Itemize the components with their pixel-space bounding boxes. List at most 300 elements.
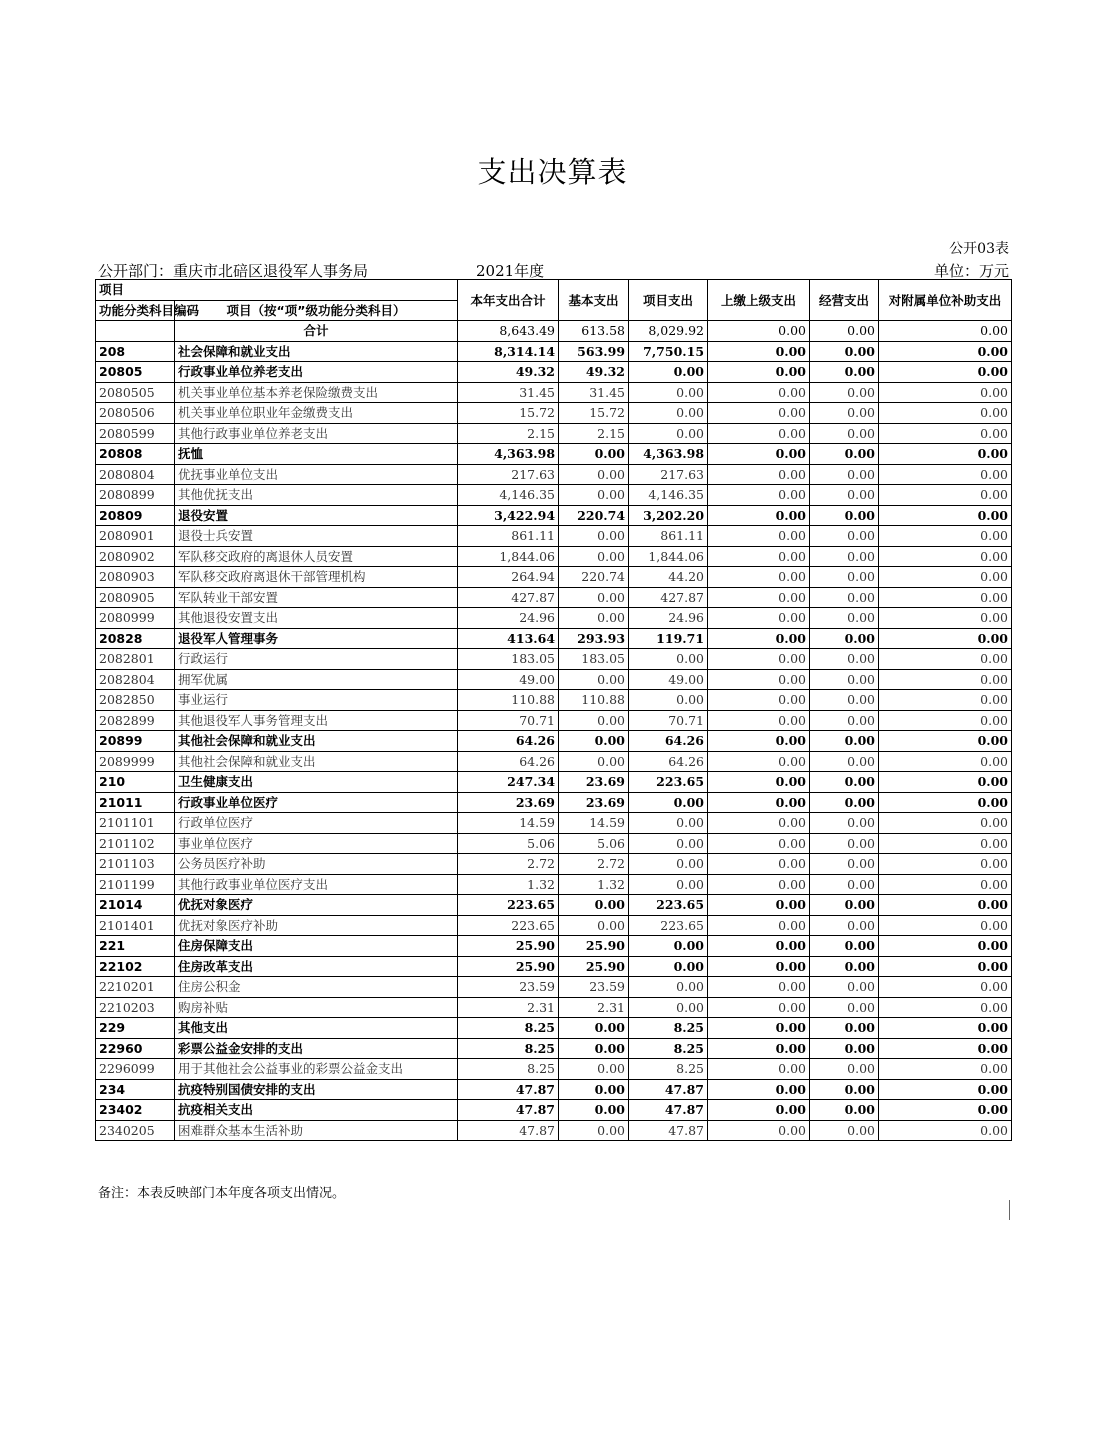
cell-basic: 0.00: [559, 1059, 629, 1080]
department-label: 公开部门：重庆市北碚区退役军人事务局: [98, 262, 369, 280]
cell-upper: 0.00: [708, 526, 810, 547]
cell-name: 事业运行: [175, 690, 458, 711]
cell-subsidiary: 0.00: [879, 526, 1012, 547]
cell-basic: 15.72: [559, 403, 629, 424]
cell-basic: 23.59: [559, 977, 629, 998]
cell-subsidiary: 0.00: [879, 464, 1012, 485]
cell-upper: 0.00: [708, 587, 810, 608]
cell-business: 0.00: [810, 382, 879, 403]
cell-subsidiary: 0.00: [879, 772, 1012, 793]
cell-project-exp: 3,202.20: [629, 505, 708, 526]
cell-name: 其他退役安置支出: [175, 608, 458, 629]
cell-code: 221: [96, 936, 175, 957]
cell-total: 5.06: [458, 833, 559, 854]
cell-code: 229: [96, 1018, 175, 1039]
cell-upper: 0.00: [708, 1018, 810, 1039]
cell-upper: 0.00: [708, 608, 810, 629]
cell-project-exp: 44.20: [629, 567, 708, 588]
cell-upper: 0.00: [708, 977, 810, 998]
cell-project-exp: 64.26: [629, 731, 708, 752]
cell-subsidiary: 0.00: [879, 567, 1012, 588]
cell-business: 0.00: [810, 1018, 879, 1039]
cell-subsidiary: 0.00: [879, 977, 1012, 998]
cell-project-exp: 8.25: [629, 1059, 708, 1080]
page-title: 支出决算表: [477, 155, 628, 189]
cell-name: 困难群众基本生活补助: [175, 1120, 458, 1141]
cell-project-exp: 119.71: [629, 628, 708, 649]
cell-name: 军队移交政府的离退休人员安置: [175, 546, 458, 567]
cell-business: 0.00: [810, 321, 879, 342]
table-row: [96, 526, 1012, 547]
cell-subsidiary: 0.00: [879, 936, 1012, 957]
cell-upper: 0.00: [708, 813, 810, 834]
cell-project-exp: 0.00: [629, 874, 708, 895]
cell-total: 47.87: [458, 1120, 559, 1141]
cell-business: 0.00: [810, 813, 879, 834]
cell-code: 2080999: [96, 608, 175, 629]
cell-upper: 0.00: [708, 423, 810, 444]
cell-business: 0.00: [810, 833, 879, 854]
cell-subsidiary: 0.00: [879, 710, 1012, 731]
cell-project-exp: 427.87: [629, 587, 708, 608]
cell-total: 2.72: [458, 854, 559, 875]
cell-code: 2080599: [96, 423, 175, 444]
cell-upper: 0.00: [708, 772, 810, 793]
table-row: [96, 690, 1012, 711]
cell-subsidiary: 0.00: [879, 997, 1012, 1018]
cell-upper: 0.00: [708, 874, 810, 895]
cell-subsidiary: 0.00: [879, 362, 1012, 383]
cell-name: 优抚对象医疗补助: [175, 915, 458, 936]
cell-basic: 0.00: [559, 731, 629, 752]
cell-upper: 0.00: [708, 1038, 810, 1059]
header-upper: 上缴上级支出: [708, 280, 810, 321]
cell-code: 21014: [96, 895, 175, 916]
table-row: [96, 362, 1012, 383]
cell-name: 其他行政事业单位医疗支出: [175, 874, 458, 895]
cell-business: 0.00: [810, 444, 879, 465]
cell-upper: 0.00: [708, 792, 810, 813]
table-row: [96, 997, 1012, 1018]
cell-upper: 0.00: [708, 895, 810, 916]
cell-project-exp: 223.65: [629, 915, 708, 936]
cell-subsidiary: 0.00: [879, 1100, 1012, 1121]
cell-total: 31.45: [458, 382, 559, 403]
cell-basic: 0.00: [559, 1120, 629, 1141]
cell-basic: 0.00: [559, 1100, 629, 1121]
cell-basic: 0.00: [559, 1018, 629, 1039]
cell-basic: 110.88: [559, 690, 629, 711]
cell-business: 0.00: [810, 915, 879, 936]
cell-upper: 0.00: [708, 997, 810, 1018]
cell-upper: 0.00: [708, 362, 810, 383]
cell-subsidiary: 0.00: [879, 813, 1012, 834]
cell-business: 0.00: [810, 628, 879, 649]
table-row: [96, 1079, 1012, 1100]
cell-code: 2080899: [96, 485, 175, 506]
cell-upper: 0.00: [708, 1100, 810, 1121]
cell-total: 8.25: [458, 1059, 559, 1080]
cell-name: 公务员医疗补助: [175, 854, 458, 875]
cell-total: 23.69: [458, 792, 559, 813]
footnote: 备注：本表反映部门本年度各项支出情况。: [98, 1186, 346, 1201]
cell-basic: 23.69: [559, 792, 629, 813]
cell-upper: 0.00: [708, 444, 810, 465]
cell-business: 0.00: [810, 403, 879, 424]
cell-business: 0.00: [810, 792, 879, 813]
header-business: 经营支出: [810, 280, 879, 321]
cell-basic: 563.99: [559, 341, 629, 362]
cell-upper: 0.00: [708, 567, 810, 588]
cell-business: 0.00: [810, 546, 879, 567]
cell-subsidiary: 0.00: [879, 1079, 1012, 1100]
cell-code: 2296099: [96, 1059, 175, 1080]
table-row: [96, 956, 1012, 977]
cell-basic: 220.74: [559, 505, 629, 526]
cell-subsidiary: 0.00: [879, 669, 1012, 690]
cell-total: 14.59: [458, 813, 559, 834]
cell-subsidiary: 0.00: [879, 690, 1012, 711]
cell-total: 47.87: [458, 1079, 559, 1100]
cell-name: 军队转业干部安置: [175, 587, 458, 608]
cell-name: 事业单位医疗: [175, 833, 458, 854]
cell-name: 优抚对象医疗: [175, 895, 458, 916]
cell-total: 4,363.98: [458, 444, 559, 465]
cell-project-exp: 223.65: [629, 895, 708, 916]
cell-code: 234: [96, 1079, 175, 1100]
cell-name: 军队移交政府离退休干部管理机构: [175, 567, 458, 588]
table-row: [96, 403, 1012, 424]
cell-code: 2210203: [96, 997, 175, 1018]
cell-business: 0.00: [810, 505, 879, 526]
cell-name: 卫生健康支出: [175, 772, 458, 793]
table-row: [96, 1059, 1012, 1080]
cell-basic: 2.15: [559, 423, 629, 444]
cell-business: 0.00: [810, 608, 879, 629]
cell-business: 0.00: [810, 1079, 879, 1100]
cell-subsidiary: 0.00: [879, 751, 1012, 772]
cell-project-exp: 0.00: [629, 833, 708, 854]
cell-upper: 0.00: [708, 956, 810, 977]
cell-upper: 0.00: [708, 403, 810, 424]
header-basic: 基本支出: [559, 280, 629, 321]
cell-project-exp: 223.65: [629, 772, 708, 793]
cell-business: 0.00: [810, 710, 879, 731]
cell-business: 0.00: [810, 669, 879, 690]
cell-total: 183.05: [458, 649, 559, 670]
table-body: [96, 321, 1012, 1141]
cell-name: 抗疫特别国债安排的支出: [175, 1079, 458, 1100]
cell-code: 22102: [96, 956, 175, 977]
cell-code: 2080804: [96, 464, 175, 485]
cell-total: 2.15: [458, 423, 559, 444]
cell-upper: 0.00: [708, 505, 810, 526]
cell-total: 2.31: [458, 997, 559, 1018]
cell-project-exp: 70.71: [629, 710, 708, 731]
cell-total: 8.25: [458, 1018, 559, 1039]
cell-upper: 0.00: [708, 649, 810, 670]
cell-business: 0.00: [810, 977, 879, 998]
cell-total: 70.71: [458, 710, 559, 731]
cell-code: 208: [96, 341, 175, 362]
cell-business: 0.00: [810, 485, 879, 506]
cell-project-exp: 0.00: [629, 403, 708, 424]
table-row: [96, 1018, 1012, 1039]
expenditure-table: [95, 279, 1012, 1141]
cell-business: 0.00: [810, 1100, 879, 1121]
cell-basic: 220.74: [559, 567, 629, 588]
cell-project-exp: 47.87: [629, 1120, 708, 1141]
cell-upper: 0.00: [708, 669, 810, 690]
cell-upper: 0.00: [708, 628, 810, 649]
cell-total: 247.34: [458, 772, 559, 793]
cell-code: 20828: [96, 628, 175, 649]
cell-code: [96, 321, 175, 342]
table-row: [96, 587, 1012, 608]
cell-basic: 14.59: [559, 813, 629, 834]
header-project-expenditure: 项目支出: [629, 280, 708, 321]
table-row: [96, 546, 1012, 567]
cell-total: 64.26: [458, 731, 559, 752]
cell-basic: 0.00: [559, 587, 629, 608]
cell-upper: 0.00: [708, 690, 810, 711]
cell-name: 行政运行: [175, 649, 458, 670]
table-row: [96, 1038, 1012, 1059]
cell-subsidiary: 0.00: [879, 1038, 1012, 1059]
cell-total: 861.11: [458, 526, 559, 547]
cell-code: 2340205: [96, 1120, 175, 1141]
cell-project-exp: 0.00: [629, 977, 708, 998]
cell-name: 其他优抚支出: [175, 485, 458, 506]
table-row: [96, 1120, 1012, 1141]
cell-code: 2080905: [96, 587, 175, 608]
cell-name: 购房补贴: [175, 997, 458, 1018]
cell-basic: 0.00: [559, 526, 629, 547]
cell-basic: 0.00: [559, 915, 629, 936]
cell-business: 0.00: [810, 956, 879, 977]
cell-basic: 23.69: [559, 772, 629, 793]
cell-code: 20808: [96, 444, 175, 465]
cell-subsidiary: 0.00: [879, 505, 1012, 526]
table-row: [96, 567, 1012, 588]
cell-business: 0.00: [810, 772, 879, 793]
cell-basic: 0.00: [559, 1038, 629, 1059]
cell-total: 1,844.06: [458, 546, 559, 567]
cell-upper: 0.00: [708, 936, 810, 957]
cell-subsidiary: 0.00: [879, 1059, 1012, 1080]
cell-project-exp: 0.00: [629, 423, 708, 444]
cell-business: 0.00: [810, 526, 879, 547]
cell-basic: 5.06: [559, 833, 629, 854]
cell-project-exp: 0.00: [629, 792, 708, 813]
cell-upper: 0.00: [708, 915, 810, 936]
cell-code: 2082899: [96, 710, 175, 731]
cell-business: 0.00: [810, 649, 879, 670]
cell-code: 2080505: [96, 382, 175, 403]
cell-code: 2082804: [96, 669, 175, 690]
form-number: 公开03表: [949, 241, 1009, 257]
cell-name: 彩票公益金安排的支出: [175, 1038, 458, 1059]
cell-basic: 0.00: [559, 710, 629, 731]
cell-subsidiary: 0.00: [879, 546, 1012, 567]
cell-total: 264.94: [458, 567, 559, 588]
cell-code: 22960: [96, 1038, 175, 1059]
cell-code: 210: [96, 772, 175, 793]
cell-business: 0.00: [810, 690, 879, 711]
cell-business: 0.00: [810, 362, 879, 383]
cell-name: 退役安置: [175, 505, 458, 526]
cell-subsidiary: 0.00: [879, 628, 1012, 649]
cell-subsidiary: 0.00: [879, 587, 1012, 608]
table-row: [96, 382, 1012, 403]
cell-subsidiary: 0.00: [879, 895, 1012, 916]
cell-name: 住房改革支出: [175, 956, 458, 977]
cell-project-exp: 8.25: [629, 1018, 708, 1039]
cell-name: 其他退役军人事务管理支出: [175, 710, 458, 731]
table-row: [96, 936, 1012, 957]
table-row: [96, 813, 1012, 834]
cell-code: 2080902: [96, 546, 175, 567]
cell-name: 退役军人管理事务: [175, 628, 458, 649]
cell-code: 2101103: [96, 854, 175, 875]
cell-upper: 0.00: [708, 1120, 810, 1141]
cell-business: 0.00: [810, 567, 879, 588]
cell-name: 优抚事业单位支出: [175, 464, 458, 485]
cell-business: 0.00: [810, 587, 879, 608]
cell-business: 0.00: [810, 1059, 879, 1080]
cell-upper: 0.00: [708, 485, 810, 506]
cell-project-exp: 0.00: [629, 813, 708, 834]
cell-basic: 0.00: [559, 464, 629, 485]
cell-code: 2210201: [96, 977, 175, 998]
divider: [1009, 1200, 1010, 1220]
cell-name: 其他支出: [175, 1018, 458, 1039]
cell-business: 0.00: [810, 464, 879, 485]
cell-name: 住房保障支出: [175, 936, 458, 957]
cell-code: 2080506: [96, 403, 175, 424]
cell-total: 3,422.94: [458, 505, 559, 526]
cell-total: 223.65: [458, 915, 559, 936]
cell-business: 0.00: [810, 1120, 879, 1141]
cell-project-exp: 4,146.35: [629, 485, 708, 506]
cell-upper: 0.00: [708, 382, 810, 403]
table-row: [96, 977, 1012, 998]
cell-project-exp: 0.00: [629, 649, 708, 670]
cell-basic: 49.32: [559, 362, 629, 383]
cell-basic: 0.00: [559, 444, 629, 465]
cell-name: 行政事业单位养老支出: [175, 362, 458, 383]
cell-total: 15.72: [458, 403, 559, 424]
cell-total: 64.26: [458, 751, 559, 772]
header-total: 本年支出合计: [458, 280, 559, 321]
table-row: [96, 833, 1012, 854]
cell-code: 20809: [96, 505, 175, 526]
cell-code: 2082850: [96, 690, 175, 711]
year-label: 2021年度: [476, 262, 545, 280]
cell-business: 0.00: [810, 895, 879, 916]
table-row: [96, 751, 1012, 772]
cell-project-exp: 24.96: [629, 608, 708, 629]
cell-subsidiary: 0.00: [879, 956, 1012, 977]
table-row: [96, 854, 1012, 875]
cell-total: 1.32: [458, 874, 559, 895]
cell-project-exp: 0.00: [629, 997, 708, 1018]
cell-upper: 0.00: [708, 854, 810, 875]
cell-subsidiary: 0.00: [879, 382, 1012, 403]
cell-subsidiary: 0.00: [879, 321, 1012, 342]
header-subsidiary: 对附属单位补助支出: [879, 280, 1012, 321]
cell-upper: 0.00: [708, 1059, 810, 1080]
table-row: [96, 485, 1012, 506]
table-row: [96, 772, 1012, 793]
table-row: [96, 915, 1012, 936]
cell-total: 413.64: [458, 628, 559, 649]
cell-project-exp: 47.87: [629, 1100, 708, 1121]
cell-code: 2101101: [96, 813, 175, 834]
table-row: [96, 649, 1012, 670]
cell-total: 47.87: [458, 1100, 559, 1121]
cell-project-exp: 8,029.92: [629, 321, 708, 342]
cell-basic: 613.58: [559, 321, 629, 342]
cell-total: 217.63: [458, 464, 559, 485]
cell-basic: 1.32: [559, 874, 629, 895]
cell-name: 其他行政事业单位养老支出: [175, 423, 458, 444]
cell-total: 24.96: [458, 608, 559, 629]
cell-project-exp: 4,363.98: [629, 444, 708, 465]
cell-subsidiary: 0.00: [879, 731, 1012, 752]
cell-total: 8.25: [458, 1038, 559, 1059]
cell-subsidiary: 0.00: [879, 649, 1012, 670]
cell-code: 2080903: [96, 567, 175, 588]
cell-basic: 0.00: [559, 546, 629, 567]
cell-upper: 0.00: [708, 710, 810, 731]
cell-name: 合计: [175, 321, 458, 342]
cell-business: 0.00: [810, 997, 879, 1018]
table-row: [96, 341, 1012, 362]
table-row: [96, 731, 1012, 752]
cell-basic: 25.90: [559, 956, 629, 977]
cell-project-exp: 64.26: [629, 751, 708, 772]
cell-upper: 0.00: [708, 751, 810, 772]
cell-code: 21011: [96, 792, 175, 813]
cell-name: 住房公积金: [175, 977, 458, 998]
table-row: [96, 423, 1012, 444]
cell-basic: 0.00: [559, 895, 629, 916]
cell-name: 行政单位医疗: [175, 813, 458, 834]
cell-subsidiary: 0.00: [879, 915, 1012, 936]
cell-subsidiary: 0.00: [879, 833, 1012, 854]
cell-name: 社会保障和就业支出: [175, 341, 458, 362]
header-code: 功能分类科目编码: [96, 300, 175, 321]
cell-upper: 0.00: [708, 341, 810, 362]
table-row: [96, 1100, 1012, 1121]
cell-project-exp: 1,844.06: [629, 546, 708, 567]
cell-name: 行政事业单位医疗: [175, 792, 458, 813]
cell-basic: 2.72: [559, 854, 629, 875]
cell-code: 2082801: [96, 649, 175, 670]
cell-code: 2101401: [96, 915, 175, 936]
cell-basic: 2.31: [559, 997, 629, 1018]
table-row: [96, 874, 1012, 895]
cell-basic: 0.00: [559, 669, 629, 690]
cell-name: 其他社会保障和就业支出: [175, 731, 458, 752]
cell-total: 23.59: [458, 977, 559, 998]
table-row: [96, 608, 1012, 629]
cell-business: 0.00: [810, 423, 879, 444]
cell-subsidiary: 0.00: [879, 403, 1012, 424]
cell-total: 25.90: [458, 936, 559, 957]
cell-subsidiary: 0.00: [879, 608, 1012, 629]
